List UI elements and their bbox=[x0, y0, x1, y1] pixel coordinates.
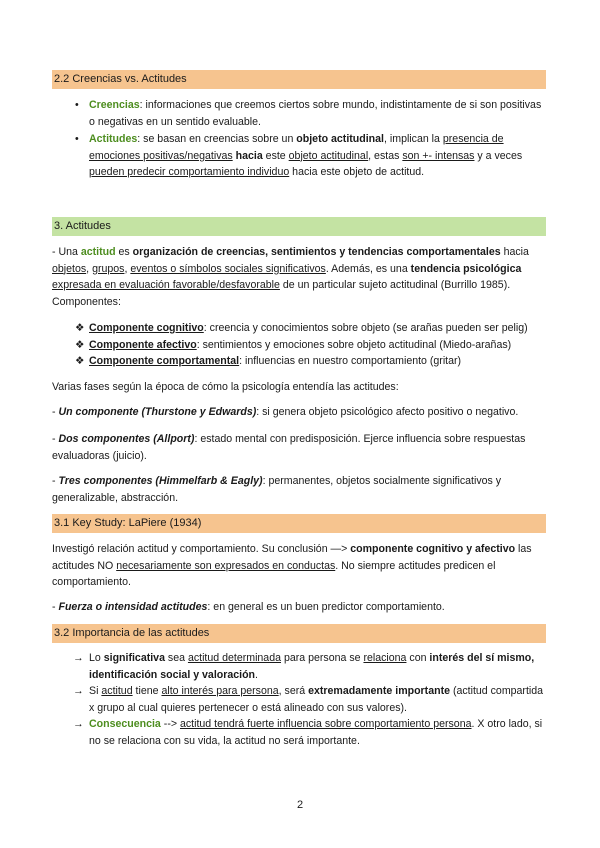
list-item bbox=[75, 320, 549, 337]
importancia-list bbox=[73, 650, 549, 749]
bold-text: tendencia psicológica bbox=[410, 262, 522, 275]
arrow-right-icon: → bbox=[73, 652, 84, 664]
term-consecuencia: Consecuencia bbox=[89, 718, 161, 730]
underlined-text: son +- intensas bbox=[402, 149, 475, 162]
underlined-text: necesariamente son expresados en conductas bbox=[116, 559, 336, 572]
phase-text: : si genera objeto psicológico afecto positivo o negativo. bbox=[256, 406, 519, 418]
diamond-bullet-icon: ❖ bbox=[75, 355, 85, 367]
underlined-text: presencia de emociones positivas/negativas bbox=[89, 133, 504, 162]
list-item bbox=[75, 97, 549, 130]
text: , bbox=[86, 262, 93, 275]
phase-text: : estado mental con predisposición. Ejerce influencia sobre respuestas evaluadoras (juicio). bbox=[52, 433, 526, 462]
component-name: Componente cognitivo bbox=[89, 322, 204, 334]
underlined-text: actitud determinada bbox=[187, 652, 281, 664]
text: . Además, es una bbox=[325, 262, 411, 275]
page-number: 2 bbox=[296, 799, 304, 811]
list-item bbox=[73, 716, 549, 749]
creencias-actitudes-list bbox=[75, 97, 549, 181]
underlined-text: grupos bbox=[92, 262, 125, 275]
phase-label: Fuerza o intensidad actitudes bbox=[58, 601, 208, 613]
bold-text: componente cognitivo y afectivo bbox=[350, 543, 516, 555]
underlined-text: objetos bbox=[52, 262, 87, 275]
section-header-importancia: 3.2 Importancia de las actitudes bbox=[52, 624, 546, 643]
underlined-text: relaciona bbox=[363, 652, 407, 664]
definition-text: : informaciones que creemos ciertos sobre mundo, indistintamente de si son positivas o negativas en un sentido evaluable. bbox=[89, 99, 542, 128]
text: . X otro lado, si no se relaciona con su vida, la actitud no será importante. bbox=[89, 718, 543, 747]
text: , estas bbox=[368, 149, 403, 162]
arrow-right-icon: → bbox=[73, 685, 84, 697]
component-text: : creencia y conocimientos sobre objeto (se arañas pueden ser pelig) bbox=[203, 322, 528, 334]
diamond-bullet-icon: ❖ bbox=[75, 338, 85, 351]
underlined-text: objeto actitudinal bbox=[288, 149, 369, 162]
bold-text: interés del sí mismo, identificación social y valoración bbox=[89, 652, 535, 681]
diamond-bullet-icon: ❖ bbox=[75, 322, 85, 334]
fuerza-paragraph bbox=[52, 599, 548, 616]
text: , será bbox=[278, 685, 309, 697]
dash: - bbox=[52, 406, 59, 418]
underlined-text: actitud tendrá fuerte influencia sobre comportamiento persona bbox=[179, 718, 472, 730]
phase-paragraph bbox=[52, 404, 548, 421]
lapiere-paragraph bbox=[52, 541, 548, 591]
text: Lo bbox=[89, 652, 104, 664]
phase-paragraph bbox=[52, 473, 548, 506]
phase-label: Dos componentes (Allport) bbox=[58, 433, 195, 445]
phase-label: Tres componentes (Himmelfarb & Eagly) bbox=[58, 475, 263, 487]
component-name: Componente afectivo bbox=[89, 338, 197, 351]
component-text: : sentimientos y emociones sobre objeto actitudinal (Miedo-arañas) bbox=[196, 338, 512, 351]
underlined-text: expresada en evaluación favorable/desfavorable bbox=[52, 279, 280, 291]
dash: - bbox=[52, 475, 59, 487]
phases-intro: Varias fases según la época de cómo la psicología entendía las actitudes: bbox=[52, 381, 399, 393]
dash: - bbox=[52, 601, 59, 613]
list-item bbox=[73, 683, 549, 716]
bold-text: organización de creencias, sentimientos y tendencias comportamentales bbox=[132, 246, 501, 258]
section-header-key-study: 3.1 Key Study: LaPiere (1934) bbox=[52, 514, 546, 533]
text: y a veces bbox=[474, 149, 523, 162]
text: sea bbox=[164, 652, 188, 664]
text: este bbox=[262, 149, 289, 162]
text: : se basan en creencias sobre un bbox=[137, 133, 297, 145]
bullet-icon: • bbox=[75, 99, 79, 111]
text: hacia este objeto de actitud. bbox=[289, 166, 425, 178]
underlined-text: actitud bbox=[101, 685, 133, 697]
text: --> bbox=[160, 718, 180, 730]
arrow-right-icon: → bbox=[73, 718, 84, 730]
section-header-creencias-vs-actitudes: 2.2 Creencias vs. Actitudes bbox=[52, 70, 546, 89]
text: con bbox=[406, 652, 430, 664]
bullet-icon: • bbox=[75, 133, 79, 145]
list-item bbox=[75, 337, 549, 354]
bold-text: hacia bbox=[235, 149, 263, 162]
bold-text: extremadamente importante bbox=[308, 685, 450, 697]
term-creencias: Creencias bbox=[89, 99, 140, 111]
component-name: Componente comportamental bbox=[89, 355, 240, 367]
text: - Una bbox=[52, 246, 81, 258]
phase-label: Un componente (Thurstone y Edwards) bbox=[58, 406, 257, 418]
text: (actitud compartida x grupo al cual quieres pertenecer o está alineado con sus valores). bbox=[89, 685, 544, 714]
actitud-definition-paragraph bbox=[52, 244, 548, 310]
text: hacia bbox=[500, 246, 529, 258]
dash: - bbox=[52, 433, 59, 445]
term-actitudes: Actitudes bbox=[89, 133, 138, 145]
text: tiene bbox=[132, 685, 162, 697]
text: para persona se bbox=[281, 652, 364, 664]
phase-text: : permanentes, objetos socialmente significativos y generalizable, abstracción. bbox=[52, 475, 502, 504]
list-item bbox=[73, 650, 549, 683]
bold-text: objeto actitudinal bbox=[296, 133, 384, 145]
text: de un particular sujeto actitudinal (Burrillo 1985). Componentes: bbox=[52, 279, 511, 308]
text: . No siempre actitudes predicen el comportamiento. bbox=[52, 559, 496, 588]
list-item bbox=[75, 131, 549, 181]
underlined-text: eventos o símbolos sociales significativos bbox=[130, 262, 326, 275]
text: las actitudes NO bbox=[52, 543, 532, 572]
text: Investigó relación actitud y comportamiento. Su conclusión —> bbox=[52, 543, 351, 555]
text: : en general es un buen predictor comportamiento. bbox=[207, 601, 445, 613]
list-item bbox=[75, 353, 549, 370]
text: . bbox=[255, 668, 258, 681]
bold-text: significativa bbox=[103, 652, 165, 664]
component-text: : influencias en nuestro comportamiento (gritar) bbox=[239, 355, 462, 367]
text: es bbox=[115, 246, 133, 258]
term-actitud: actitud bbox=[80, 246, 116, 258]
components-list bbox=[75, 320, 549, 370]
underlined-text: alto interés para persona bbox=[161, 685, 279, 697]
text: , bbox=[124, 262, 131, 275]
underlined-text: pueden predecir comportamiento individuo bbox=[89, 166, 290, 178]
text: Si bbox=[89, 685, 102, 697]
text: , implican la bbox=[384, 133, 443, 145]
section-header-actitudes: 3. Actitudes bbox=[52, 217, 546, 236]
phase-paragraph bbox=[52, 431, 548, 464]
